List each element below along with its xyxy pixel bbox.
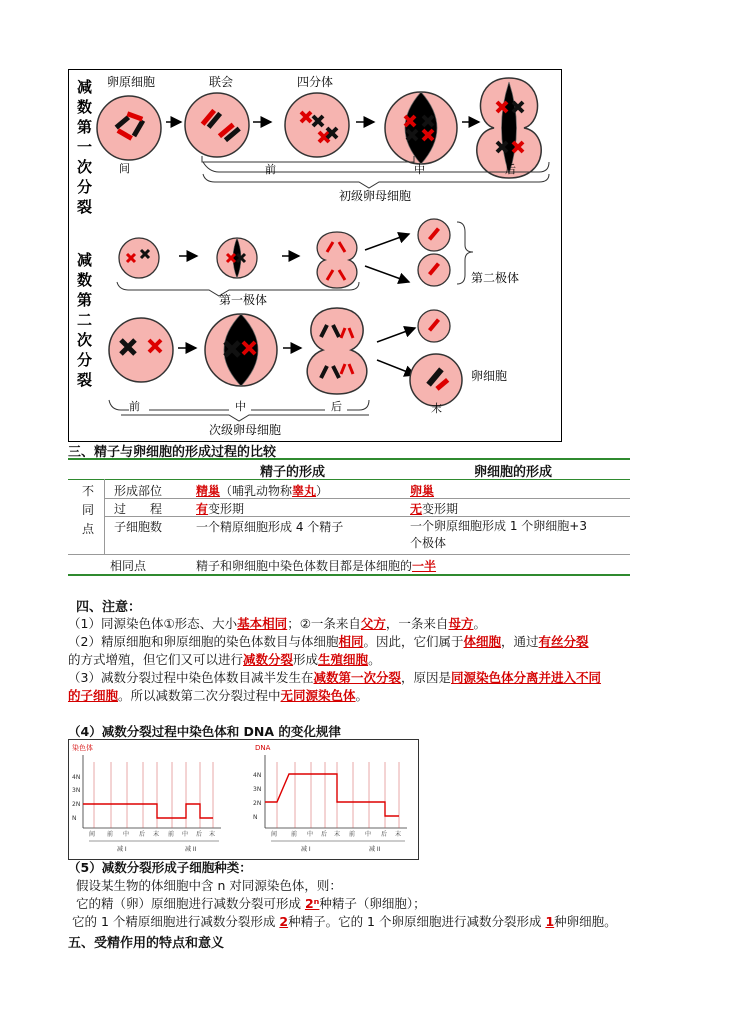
svg-text:中: 中 [123, 831, 130, 838]
svg-text:次: 次 [77, 331, 93, 349]
left-ytick-2n: 2N [72, 801, 81, 808]
svg-text:中: 中 [182, 831, 189, 838]
label-synapsis: 联会 [209, 75, 234, 89]
label-prophase2: 前 [129, 400, 140, 413]
col-egg-header: 卵细胞的形成 [474, 465, 553, 480]
section4-title: 四、注意： [76, 600, 142, 615]
polar-body-prophase [119, 238, 159, 278]
svg-text:分: 分 [77, 178, 93, 196]
cell-tetrad [285, 93, 349, 157]
col-sperm-header: 精子的形成 [260, 465, 326, 480]
svg-text:减: 减 [77, 251, 93, 269]
row-process-sperm: 有变形期 [196, 502, 245, 516]
row-count-egg: 一个卵原细胞形成 1 个卵细胞+3 个极体 [410, 519, 587, 550]
label-secondary-oocyte: 次级卵母细胞 [209, 423, 282, 437]
note-4-title: （4）减数分裂过程中染色体和 DNA 的变化规律 [68, 724, 341, 739]
note-3: （3）减数分裂过程中染色体数目减半发生在减数第一次分裂，原因是同源染色体分离并进入不同 [68, 670, 602, 685]
svg-text:第: 第 [77, 291, 93, 309]
note-5-title: （5）减数分裂形成子细胞种类： [68, 860, 252, 875]
row-location-sperm: 精巢（哺乳动物称睾丸） [196, 484, 329, 498]
label-metaphase1: 中 [414, 163, 425, 176]
chart-frame [68, 739, 419, 860]
svg-text:间: 间 [271, 831, 278, 838]
svg-text:前: 前 [107, 831, 114, 838]
note-2: （2）精原细胞和卵原细胞的染色体数目与体细胞相同。因此，它们属于体细胞，通过有丝分裂 [68, 634, 589, 649]
stage1-label [77, 78, 92, 216]
label-oogonium: 卵原细胞 [107, 75, 156, 89]
svg-text:末: 末 [334, 831, 341, 838]
svg-text:一: 一 [77, 138, 93, 156]
right-ylabel: DNA [255, 744, 271, 752]
note-5b: 它的精（卵）原细胞进行减数分裂可形成 2ⁿ种精子（卵细胞）； [76, 896, 426, 911]
right-phase1: 减 I [301, 846, 311, 853]
row-process-label: 过 程 [114, 502, 163, 516]
svg-text:中: 中 [365, 831, 372, 838]
right-phase2: 减 II [369, 846, 381, 853]
label-primary-oocyte: 初级卵母细胞 [339, 189, 412, 203]
svg-text:末: 末 [395, 831, 402, 838]
cell-interphase [97, 96, 161, 160]
right-ytick-n: N [253, 814, 258, 821]
dna-line [265, 774, 399, 816]
left-ytick-3n: 3N [72, 787, 81, 794]
label-telophase2: 末 [431, 402, 442, 415]
svg-text:间: 间 [89, 831, 96, 838]
row-count-label: 子细胞数 [114, 520, 163, 534]
secondary-prophase [109, 318, 173, 382]
cell-synapsis [185, 93, 249, 157]
label-tetrad: 四分体 [297, 75, 334, 89]
svg-text:减: 减 [77, 78, 93, 96]
left-ylabel: 染色体 [72, 744, 93, 752]
label-interphase: 间 [119, 162, 130, 175]
svg-text:末: 末 [209, 831, 216, 838]
bracket-prophase [202, 156, 414, 162]
row-process-egg: 无变形期 [410, 502, 459, 516]
row-count-sperm: 一个精原细胞形成 4 个精子 [196, 520, 344, 534]
svg-text:裂: 裂 [77, 198, 93, 216]
label-metaphase2: 中 [235, 400, 246, 413]
section5-title: 五、受精作用的特点和意义 [68, 936, 225, 951]
svg-text:数: 数 [77, 98, 93, 116]
row-location-egg: 卵巢 [410, 484, 435, 498]
left-phase2: 减 II [185, 846, 197, 853]
svg-text:前: 前 [349, 831, 356, 838]
row-same-label: 相同点 [110, 559, 147, 573]
row-location-label: 形成部位 [114, 484, 163, 498]
meiosis-diagram [68, 69, 562, 442]
svg-text:后: 后 [381, 831, 388, 838]
svg-text:次: 次 [77, 158, 93, 176]
chromosome-dna-charts [69, 740, 418, 859]
svg-text:末: 末 [153, 831, 160, 838]
comparison-table [68, 458, 630, 576]
svg-text:后: 后 [139, 831, 146, 838]
meiosis-figure [69, 70, 561, 441]
note-2-cont: 的方式增殖，但它们又可以进行减数分裂形成生殖细胞。 [68, 652, 381, 667]
diff-label: 不 同 点 [82, 484, 95, 536]
label-prophase1: 前 [265, 163, 276, 176]
svg-text:数: 数 [77, 271, 93, 289]
note-1: （1）同源染色体①形态、大小基本相同；②一条来自父方，一条来自母方。 [68, 616, 486, 631]
label-egg-cell: 卵细胞 [471, 369, 508, 383]
svg-text:第: 第 [77, 118, 93, 136]
left-ytick-n: N [72, 815, 77, 822]
secondary-anaphase [307, 308, 367, 394]
svg-text:中: 中 [307, 831, 314, 838]
label-anaphase1: 后 [505, 163, 516, 176]
svg-text:分: 分 [77, 351, 93, 369]
label-second-polar-body: 第二极体 [471, 271, 520, 285]
label-anaphase2: 后 [331, 400, 342, 413]
left-phase1: 减 I [117, 846, 127, 853]
row-same-text: 精子和卵细胞中染色体数目都是体细胞的一半 [196, 559, 437, 573]
svg-text:裂: 裂 [77, 371, 93, 389]
label-first-polar-body: 第一极体 [219, 293, 268, 307]
right-ytick-4n: 4N [253, 772, 262, 779]
right-ytick-2n: 2N [253, 800, 262, 807]
section3-title: 三、精子与卵细胞的形成过程的比较 [68, 445, 277, 460]
svg-text:后: 后 [321, 831, 328, 838]
note-5c: 它的 1 个精原细胞进行减数分裂形成 2种精子。它的 1 个卵原细胞进行减数分裂形成 1种卵细胞。 [72, 914, 617, 929]
right-ytick-3n: 3N [253, 786, 262, 793]
stage2-label [77, 251, 92, 389]
note-5a: 假设某生物的体细胞中含 n 对同源染色体，则： [76, 878, 342, 893]
chromosome-line [83, 804, 213, 818]
svg-text:后: 后 [196, 831, 203, 838]
left-ytick-4n: 4N [72, 774, 81, 781]
svg-text:前: 前 [168, 831, 175, 838]
polar-body-anaphase [317, 232, 357, 288]
svg-text:二: 二 [77, 311, 93, 329]
note-3-cont: 的子细胞。所以减数第二次分裂过程中无同源染色体。 [68, 688, 369, 703]
svg-text:前: 前 [291, 831, 298, 838]
